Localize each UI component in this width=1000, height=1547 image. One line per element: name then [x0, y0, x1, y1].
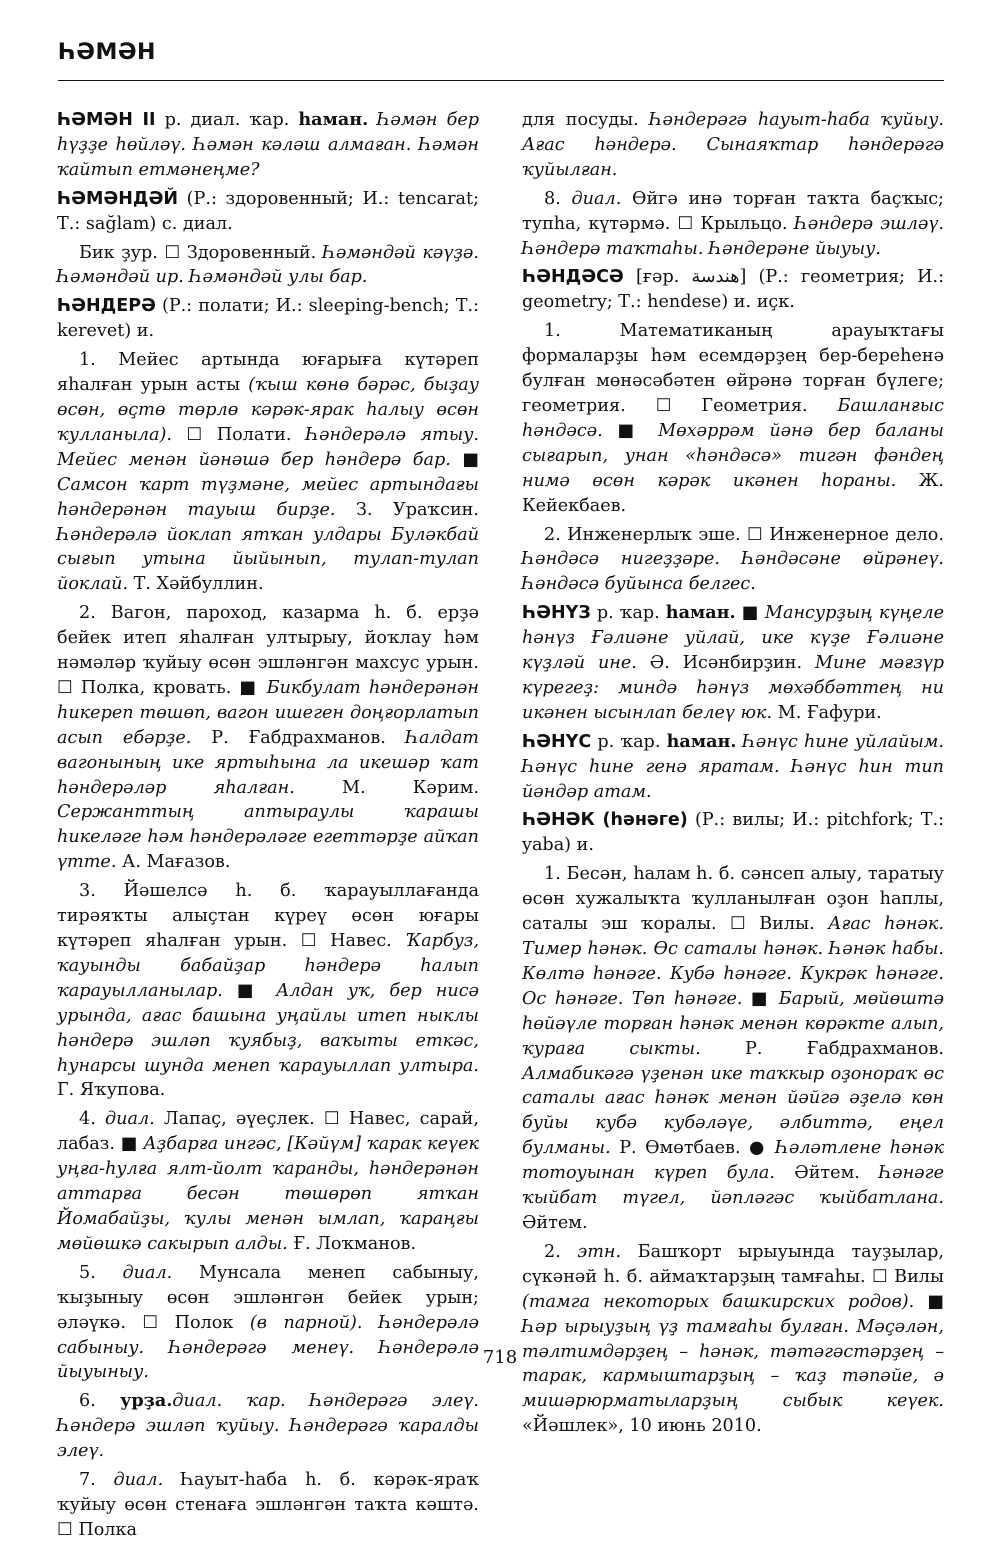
source-attribution: Ғ. Лоҡманов.: [287, 1233, 417, 1254]
source-attribution: Р. Өмөтбаев. ●: [610, 1138, 776, 1159]
sense-text: Һауыт-һаба һ. б. кәрәк-яраҡ ҡуйыу өсөн стенаға эшләнгән таҡта кәштә. ☐ Полка: [57, 1470, 479, 1540]
entry-grammar: р. диал. ҡар.: [155, 110, 299, 130]
example-text: Ҡарбуз, ҡауынды бабайҙар һәндерә һалып ҡарауылланылар. ■ Алдан уҡ, бер нисә урында, ағас башына уңайлы итеп ныклы һәндерә эшләп ҡуябыҙ, ваҡыты еткәс, һунарсы шунда менеп ҡарауыллап ултыра.: [57, 931, 479, 1076]
cross-reference: haман.: [665, 602, 736, 624]
dictionary-entry: [57, 108, 479, 183]
sense-text: 3. Йәшелсә һ. б. ҡарауыллағанда тирәяҡты алыҫтан күреү өсөн юғары күтәреп яһалған урын. ☐ Навес.: [57, 881, 479, 951]
entry-sense: [57, 1468, 479, 1543]
dictionary-entry: [522, 808, 944, 858]
sense-text: 5.: [79, 1262, 123, 1283]
entry-sense: [522, 862, 944, 1236]
example-text: (тамга некоторых башкирских родов). ■ Һәр ырыуҙың үҙ тамғаһы булған. Мәҫәлән, тәлтимдәрҙең – һәнәк, тәтәгәстәрҙең – тарак, кармыштарҙың – ҡаҙ тәпәйе, ә мишәрюрматыларҙың сыбык кеүек.: [522, 1291, 944, 1412]
sense-text: 1. Мейес артында юғарыға күтәреп яһалған урын асты: [57, 350, 479, 396]
sense-text: для посуды.: [522, 110, 650, 130]
source-attribution: М. Кәрим.: [294, 777, 479, 798]
sense-text: Ж. Кейекбаев.: [522, 470, 945, 516]
example-text: Һалдат вагонының ике яртыһына ла икешәр ҡат һәндерәләр яһалған.: [57, 727, 479, 798]
example-text: диал.: [571, 188, 622, 209]
entry-grammar: (Р.: здоровенный; И.: tencarat; Т.: sağlam) с. диал.: [57, 188, 479, 234]
entry-sense: [522, 1240, 944, 1439]
sense-text: 7.: [79, 1470, 114, 1491]
example-text: Һәндерәлә ятыу. Мейес менән йәнәшә бер һәндерә бар. ■ Самсон ҡарт түҙмәне, мейес артындағы һәндерәнән тауыш бирҙе.: [57, 424, 479, 520]
dictionary-entry: [522, 730, 944, 805]
sense-text: 4.: [79, 1109, 105, 1130]
example-text: Һәнәге ҡыйбат түгел, йәпләгәс ҡыйбатлана.: [522, 1163, 944, 1209]
example-text: диал. ҡар.: [172, 1391, 310, 1412]
entry-sense: [522, 187, 944, 262]
source-attribution: А. Мағазов.: [116, 852, 231, 873]
example-text: ■ Мансурҙың күңеле һәнүз Ғәлиәне уйлай, ике күҙе Ғәлиәне күҙләй ине.: [522, 603, 944, 674]
cross-reference: haман.: [666, 730, 737, 752]
example-text: Ағас һәнәк. Тимер һәнәк. Өс саталы һәнәк. Һәнәк һабы. Көлтә һәнәге. Кубә һәнәге. Кукрәк һәнәге. Ос һәнәге. Төп һәнәге. ■ Барый, мөйөштә һөйәүле торған һәнәк менән көрәкте алып, ҡураға сыкты.: [522, 914, 944, 1059]
cross-reference: haман.: [298, 109, 369, 130]
example-text: Һәндерәгә һауыт-һаба ҡуйыу. Ағас һәндерә. Сынаяҡтар һәндерәгә ҡуйылған.: [522, 110, 944, 180]
dictionary-entry: [57, 294, 479, 344]
example-text: Башланғыс һәндәсә. ■ Мөхәррәм йәнә бер баланы сығарып, унан «һәндәсә» тигән фәндең нимә өсөн кәрәк икәнен һораны.: [522, 395, 944, 491]
sense-text: 2. Инженерлыҡ эше. ☐ Инженерное дело.: [544, 524, 944, 545]
headword: ҺӘНДӘСӘ: [522, 267, 624, 288]
sense-text: Башҡорт ырыуында тауҙылар, сүкәнәй һ. б. аймаҡтарҙың тамғаһы. ☐ Вилы: [522, 1241, 944, 1287]
sense-text: 2.: [544, 1241, 578, 1262]
cross-reference: урҙа.: [120, 1390, 173, 1412]
example-text: Һәндерәгә элеү. Һәндерә эшләп ҡуйыу. Һәндерәгә ҡаралды элеү.: [57, 1391, 479, 1462]
example-text: этн.: [577, 1241, 622, 1262]
example-text: Сержанттың аптыраулы ҡарашы һикеләге һәм һәндерәләге егеттәрҙе айҡап үтте.: [57, 802, 479, 873]
entry-grammar: (Р.: вилы; И.: pitchfork; Т.: yaba) и.: [522, 810, 945, 856]
header-rule: [58, 80, 944, 81]
example-text: Аҙбарға ингәс, [Кәйүм] ҡарак кеүек уңға-һулға ялт-йолт ҡаранды, һәндерәнән аттарға бесән төшөрөп ятҡан Йомабайҙы, ҡулы менән ымлап, ҡараңғы мөйөшкә сакырып алды.: [57, 1134, 479, 1254]
example-text: (в парной). Һәндерәлә сабыныу. Һәндерәгә менеү. Һәндерәлә йыуыныу.: [57, 1312, 479, 1383]
example-text: (ҡыш көнө бәрәс, быҙау өсөн, өҫтө төрлө кәрәк-ярак һалыу өсөн ҡулланыла).: [57, 375, 479, 445]
source-attribution: Әйтем.: [775, 1163, 880, 1184]
dictionary-entry: [522, 265, 944, 315]
example-text: Һәмәндәй кәүҙә. Һәмәндәй ир. Һәмәндәй улы бар.: [57, 242, 479, 288]
sense-text: Мунсала менеп сабыныу, ҡыҙыныу өсөн эшләнгән бейек урын; әләүкә. ☐ Полок: [57, 1262, 479, 1333]
entry-continuation: [522, 108, 944, 183]
sense-text: Ә. Исәнбирҙин.: [636, 653, 815, 674]
example-text: диал.: [104, 1109, 155, 1130]
example-text: Һәнүс һине уйлайым. Һәнүс һине генә яратам. Һәнүс һин тип йәндәр атам.: [522, 731, 944, 802]
sense-text: Г. Яҡупова.: [57, 1080, 166, 1101]
sense-text: Бик ҙур. ☐ Здоровенный.: [79, 242, 323, 263]
example-text: Һәләтлене һәнәк тотоуынан күреп була.: [522, 1138, 944, 1184]
entry-grammar: р. ҡар.: [591, 731, 667, 752]
example-text: Һәмән бер һүҙҙе һөйләү. Һәмән кәләш алмаған. Һәмән ҡайтып етмәнеңме?: [57, 110, 479, 180]
entry-grammar: (Р.: полати; И.: sleeping-bench; Т.: kerevet) и.: [57, 296, 479, 342]
sense-text: 1. Математиканың арауыҡтағы формаларҙы һәм есемдәрҙең бер-береһенә булған мөнәсәбәтен өйрәнә торған бүлеге; геометрия. ☐ Геометрия.: [522, 321, 944, 416]
example-text: диал.: [122, 1262, 173, 1283]
entry-sense: [57, 241, 479, 291]
dictionary-entry: [522, 601, 944, 726]
left-column: [57, 108, 479, 1547]
entry-sense: [522, 319, 944, 518]
source-attribution: З. Ураҡсин.: [335, 499, 479, 520]
entry-sense: [57, 348, 479, 597]
sense-text: Р. Ғабдрахманов.: [191, 727, 406, 748]
headword: ҺӘМӘНДӘЙ: [57, 188, 179, 209]
source-attribution: Т. Хәйбуллин.: [128, 574, 264, 595]
running-head: ҺӘМӘН: [58, 40, 156, 65]
entry-grammar: р. ҡар.: [590, 603, 666, 624]
source-attribution: М. Ғафури.: [772, 702, 882, 723]
example-text: Алмабикәгә үҙенән ике таҡкыр оҙонораҡ өс саталы ағас һәнәк менән йәйгә әҙелә көн буйы кубә кубәләүе, әлбиттә, еңел булманы.: [522, 1063, 944, 1159]
headword: ҺӘНӘК (һәнәге): [522, 810, 688, 831]
sense-text: 6.: [79, 1391, 121, 1412]
entry-sense: [57, 1107, 479, 1256]
right-column: [522, 108, 944, 1443]
dictionary-entry: [57, 187, 479, 237]
example-text: Мине мәғзүр күрегеҙ: миндә һәнүз мөхәббәттең ни икәнен ысынлап белеү юк.: [522, 653, 945, 723]
sense-text: 2. Вагон, пароход, казарма һ. б. ерҙә бейек итеп яһалған ултырыу, йоҡлау һәм нәмәләр ҡуйыу өсөн эшләнгән махсус урын. ☐ Полка, кровать. ■: [57, 603, 479, 698]
sense-text: 8.: [544, 188, 572, 209]
entry-grammar: [ғәр. هندسة] (Р.: геометрия; И.: geometry; Т.: hendese) и. иҫк.: [522, 267, 945, 313]
page-number: 718: [482, 1347, 518, 1368]
example-text: Һәндерәлә йоклап ятҡан улдары Буләкбай сығып утына йыйынып, тулап-тулап йоклай.: [57, 524, 479, 595]
headword: ҺӘМӘН II: [57, 110, 156, 130]
sense-text: Өйгә инә торған таҡта баҫҡыс; тупһа, күтәрмә. ☐ Крыльцо.: [522, 188, 944, 234]
example-text: Һәндәсә нигеҙҙәре. Һәндәсәне өйрәнеү. Һәндәсә буйынса белгес.: [522, 549, 944, 595]
entry-sense: [57, 879, 479, 1103]
sense-text: Лапаҫ, әүеҫлек. ☐ Навес, сарай, лабаз. ■: [57, 1109, 479, 1155]
headword: ҺӘНДЕРӘ: [57, 296, 156, 317]
example-text: диал.: [113, 1470, 164, 1491]
example-text: Һәндерә эшләү. Һәндерә таҡтаһы. Һәндерәне йыуыу.: [522, 213, 944, 259]
entry-sense: [57, 601, 479, 875]
sense-text: Р. Ғабдрахманов.: [700, 1038, 944, 1059]
headword: ҺӘНҮЗ: [522, 603, 591, 624]
example-text: Бикбулат һәндерәнән һикереп төшөп, вагон ишеген доңғорлатып асып ебәрҙе.: [57, 677, 480, 748]
source-attribution: Әйтем.: [522, 1212, 588, 1233]
entry-sense: [522, 523, 944, 598]
entry-sense: [57, 1389, 479, 1464]
headword: ҺӘНҮС: [522, 731, 592, 752]
sense-text: 1. Бесән, һалам һ. б. сәнсеп алыу, таратыу өсөн хужалыҡта ҡулланылған оҙон һаплы, саталы эш ҡоралы. ☐ Вилы.: [522, 864, 944, 935]
sense-text: ☐ Полати.: [171, 424, 306, 445]
source-attribution: «Йәшлек», 10 июнь 2010.: [522, 1416, 762, 1437]
